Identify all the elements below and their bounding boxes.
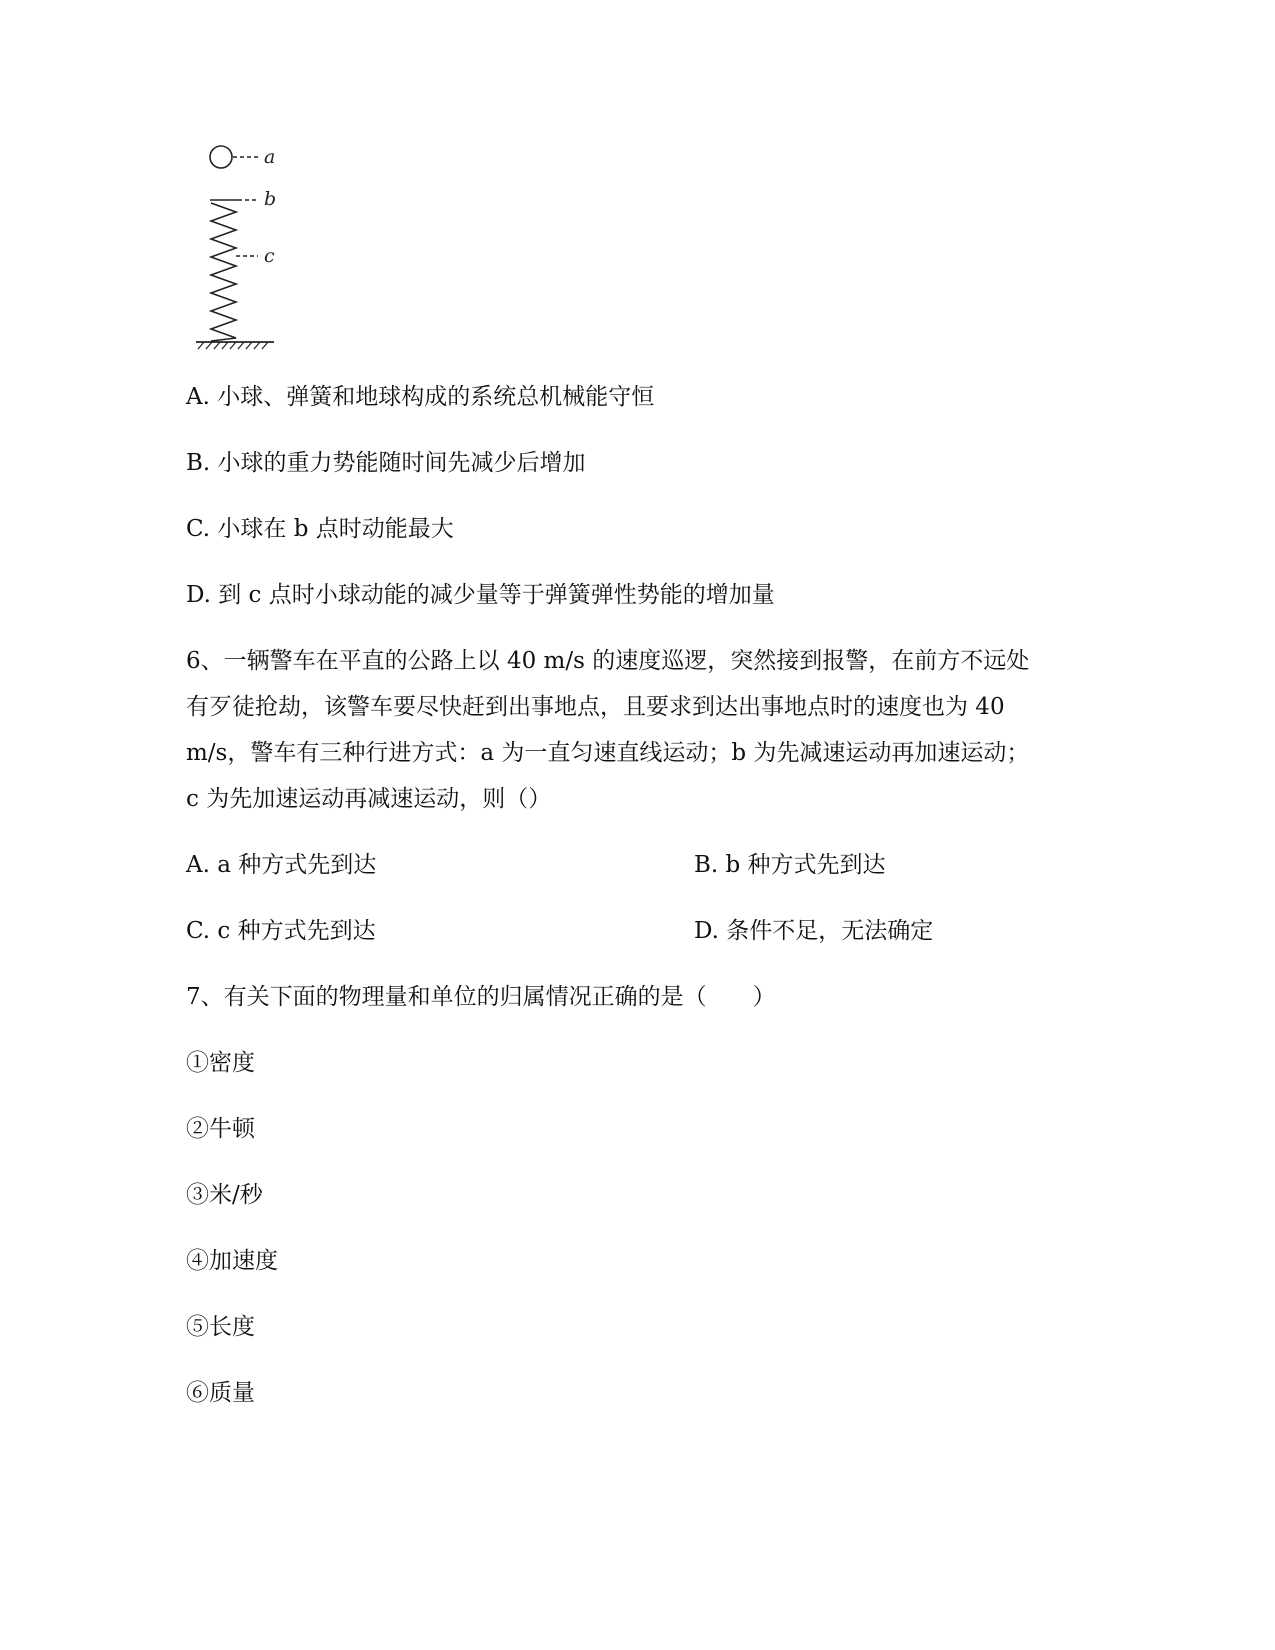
q6-option-b: B. b 种方式先到达 (694, 852, 886, 878)
spring-ball-figure (196, 143, 306, 373)
label-c: c (264, 245, 275, 267)
label-b: b (264, 188, 277, 210)
q7-item-6: ⑥质量 (186, 1380, 255, 1406)
q6-stem-line-3: m/s，警车有三种行进方式：a 为一直匀速直线运动；b 为先减速运动再加速运动； (186, 740, 1030, 766)
ground-hatching (198, 342, 268, 349)
q5-option-a: A. 小球、弹簧和地球构成的系统总机械能守恒 (186, 384, 655, 410)
q7-item-2: ②牛顿 (186, 1116, 255, 1142)
q5-option-c: C. 小球在 b 点时动能最大 (186, 516, 454, 542)
q6-option-c: C. c 种方式先到达 (186, 918, 376, 944)
q6-stem-line-2: 有歹徒抢劫，该警车要尽快赶到出事地点，且要求到达出事地点时的速度也为 40 (186, 694, 1005, 720)
q6-stem-line-1: 6、一辆警车在平直的公路上以 40 m/s 的速度巡逻，突然接到报警，在前方不远处 (186, 648, 1030, 674)
q6-stem-line-4: c 为先加速运动再减速运动，则（） (186, 786, 552, 812)
q7-item-3: ③米/秒 (186, 1182, 263, 1208)
q7-item-5: ⑤长度 (186, 1314, 255, 1340)
q6-option-a: A. a 种方式先到达 (186, 852, 377, 878)
spring-coil (211, 203, 236, 341)
q7-item-4: ④加速度 (186, 1248, 278, 1274)
ball-shape (210, 146, 232, 168)
q7-stem: 7、有关下面的物理量和单位的归属情况正确的是（ ） (186, 984, 776, 1010)
q7-item-1: ①密度 (186, 1050, 255, 1076)
q6-option-d: D. 条件不足，无法确定 (694, 918, 934, 944)
q5-option-b: B. 小球的重力势能随时间先减少后增加 (186, 450, 586, 476)
q5-option-d: D. 到 c 点时小球动能的减少量等于弹簧弹性势能的增加量 (186, 582, 775, 608)
label-a: a (264, 146, 276, 168)
